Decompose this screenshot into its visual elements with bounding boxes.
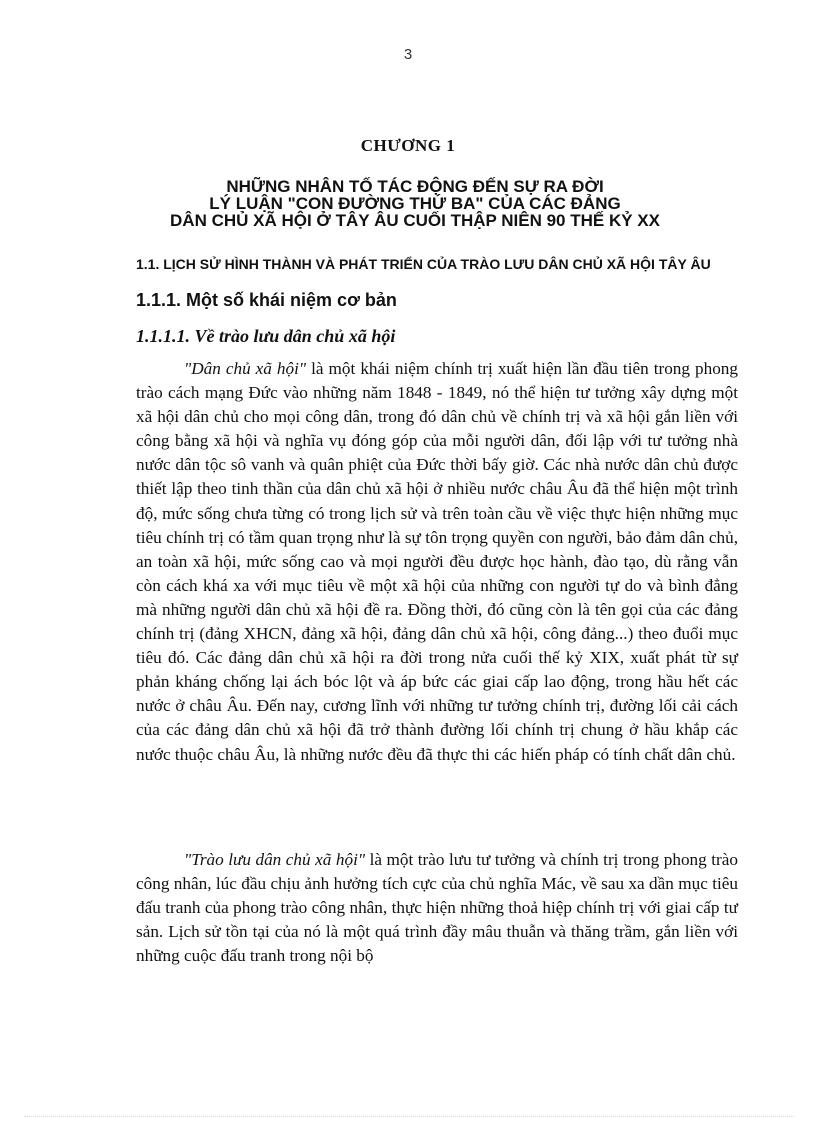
paragraph-text: là một khái niệm chính trị xuất hiện lần đầu tiên trong phong trào cách mạng Đức vào những năm 1848 - 1849, nó thể hiện tư tưởng xây dựng một xã hội dân chủ cho mọi công dân, trong đó dân chủ về chính trị và xã hội gắn liền với công bằng xã hội và nghĩa vụ đóng góp của mỗi người dân, đối lập với tư tưởng nhà nước dân tộc sô vanh và quân phiệt của Đức thời bấy giờ. Các nhà nước dân chủ được thiết lập theo tinh thần của dân chủ xã hội ở nhiều nước châu Âu đã thể hiện một trình độ, mức sống chưa từng có trong lịch sử và trên toàn cầu về việc thực hiện những mục tiêu chính trị có tầm quan trọng như là sự tôn trọng quyền con người, bảo đảm dân chủ, an toàn xã hội, mức sống cao và mọi người đều được học hành, đào tạo, dù rằng vẫn còn cách khá xa với mục tiêu về một xã hội của những con người tự do và bình đẳng mà những người dân chủ xã hội đề ra. Đồng thời, đó cũng còn là tên gọi của các đảng chính trị (đảng XHCN, đảng xã hội, đảng dân chủ xã hội, công đảng...) theo đuổi mục tiêu đó. Các đảng dân chủ xã hội ra đời trong nửa cuối thế kỷ XIX, xuất phát từ sự phản kháng chống lại ách bóc lột và áp bức các giai cấp lao động, trong hầu hết các nước ở châu Âu. Đến nay, cương lĩnh với những tư tưởng chính trị, đường lối cải cách của các đảng dân chủ xã hội đã trở thành đường lối chính trị chung ở hầu khắp các nước thuộc châu Âu, là những nước đều đã thực thi các hiến pháp có tính chất dân chủ. (136, 359, 738, 764)
subsubsection-heading: 1.1.1.1. Về trào lưu dân chủ xã hội (136, 326, 396, 346)
paragraph-text: là một trào lưu tư tưởng và chính trị trong phong trào công nhân, lúc đầu chịu ảnh hưởng tích cực của chủ nghĩa Mác, về sau xa dần mục tiêu đấu tranh của phong trào công nhân, thực hiện những thoả hiệp chính trị với giai cấp tư sản. Lịch sử tồn tại của nó là một quá trình đầy mâu thuẫn và thăng trầm, gắn liền với những cuộc đấu tranh trong nội bộ (136, 850, 738, 966)
section-heading: 1.1. LỊCH SỬ HÌNH THÀNH VÀ PHÁT TRIỂN CỦA TRÀO LƯU DÂN CHỦ XÃ HỘI TÂY ÂU (136, 256, 711, 272)
page-number: 3 (403, 46, 413, 63)
chapter-title-line: LÝ LUẬN "CON ĐƯỜNG THỨ BA" CỦA CÁC ĐẢNG (209, 194, 621, 213)
chapter-title-line: DÂN CHỦ XÃ HỘI Ở TÂY ÂU CUỐI THẬP NIÊN 90 THẾ KỶ XX (170, 211, 660, 230)
chapter-title-line: NHỮNG NHÂN TỐ TÁC ĐỘNG ĐẾN SỰ RA ĐỜI (226, 177, 604, 196)
paragraph-term: "Trào lưu dân chủ xã hội" (184, 850, 366, 869)
paragraph-term: "Dân chủ xã hội" (184, 359, 307, 378)
chapter-label: CHƯƠNG 1 (360, 136, 456, 155)
body-paragraph (136, 848, 738, 968)
body-paragraph (136, 357, 738, 767)
page-bottom-divider (24, 1116, 794, 1117)
subsection-heading: 1.1.1. Một số khái niệm cơ bản (136, 290, 397, 310)
chapter-title (120, 178, 710, 229)
